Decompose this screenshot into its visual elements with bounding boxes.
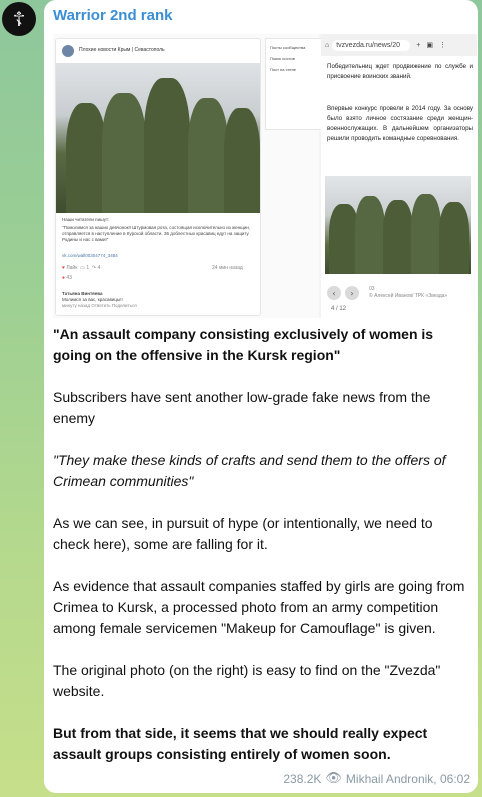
article-photo: [325, 176, 471, 274]
photo-counter: 4 / 12: [331, 306, 347, 312]
photo-index: 03: [369, 286, 375, 292]
post-photo: [56, 63, 260, 213]
next-arrow-icon: ›: [345, 286, 359, 300]
left-screenshot: [53, 34, 319, 318]
eye-icon: 👁: [325, 771, 342, 786]
channel-name[interactable]: Warrior 2nd rank: [53, 7, 173, 24]
post-caption-body: "Помолимся за наших девчонок!! Штурмовая рота, состоящая исключительно из женщин, отправляется в наступление в Курской области. 36 доблестных красавиц едут на защиту Родины и нас с вами!": [62, 225, 251, 242]
side-item: Пост на стене: [270, 67, 297, 72]
orthodox-cross-icon: ☦: [12, 7, 26, 31]
message-paragraph: Subscribers have sent another low-grade fake news from the enemy: [53, 389, 431, 426]
article-para-2: Впервые конкурс провели в 2014 году. За основу было взято личное состязание среди женщин-военнослужащих. В дальнейшем организаторы решили проводить командные соревнования.: [327, 105, 473, 142]
community-avatar: [62, 45, 74, 57]
message-paragraph: As evidence that assault companies staffed by girls are going from Crimea to Kursk, a processed photo from an army competition among female servicemen "Makeup for Camouflage" is given.: [53, 578, 465, 636]
message-paragraph: As we can see, in pursuit of hype (or intentionally, we need to check here), some are falling for it.: [53, 515, 433, 552]
photo-caption: [369, 286, 447, 300]
menu-icon: ⋮: [438, 42, 446, 49]
post-time: 24 мин назад: [212, 265, 243, 271]
view-count: 238.2K: [283, 771, 322, 786]
comment-text: Молимся за вас, красавицы!!: [62, 297, 123, 302]
message-paragraph: "An assault company consisting exclusively of women is going on the offensive in the Kursk region": [53, 326, 434, 363]
plus-icon: +: [416, 41, 421, 49]
message-bubble: [44, 0, 478, 793]
vk-post-card: [55, 38, 261, 316]
channel-avatar[interactable]: [2, 2, 36, 36]
prev-arrow-icon: ‹: [327, 286, 341, 300]
commenter-name: Татьяна Винтяева: [62, 291, 103, 296]
comment-count: 1: [86, 265, 90, 271]
post-reactions: [62, 265, 243, 281]
home-icon: ⌂: [325, 41, 330, 49]
tabs-icon: ▣: [426, 42, 433, 49]
likes-total: 43: [66, 275, 72, 281]
like-label: Лайк: [66, 265, 78, 271]
message-footer: [283, 771, 470, 786]
side-item: Поиск постов: [270, 56, 295, 61]
attached-image[interactable]: [53, 34, 477, 318]
message-paragraph: "They make these kinds of crafts and send them to the offers of Crimean communities": [53, 452, 446, 489]
side-item: Посты сообщества: [270, 45, 306, 50]
photo-credit: © Алексей Иванов/ ТРК «Звезда»: [369, 293, 448, 299]
post-link: vk.com/wall00304774_3484: [62, 253, 118, 258]
heart-icon: ♥: [62, 265, 65, 271]
right-screenshot: [321, 34, 477, 318]
author-time: Mikhail Andronik, 06:02: [345, 771, 470, 786]
share-icon: ↷: [91, 265, 97, 271]
share-count: 4: [97, 265, 101, 271]
message-paragraph: But from that side, it seems that we should really expect assault groups consisting entirely of women soon.: [53, 725, 428, 762]
likes-total-icon: ●: [62, 275, 66, 281]
comment-icon: ▭: [80, 265, 85, 271]
message-text: [53, 324, 471, 786]
post-caption-title: Наши читатели пишут:: [62, 217, 110, 222]
comment-meta: минуту назад Ответить Поделиться: [62, 303, 137, 308]
browser-url-bar: [321, 34, 477, 56]
community-name: Плохие новости Крым | Севастополь: [79, 47, 165, 53]
vk-sidebar: [265, 38, 323, 130]
article-para-1: Победительниц ждет продвижение по службе и присвоение воинских званий.: [327, 63, 473, 80]
message-paragraph: The original photo (on the right) is easy to find on the "Zvezda" website.: [53, 662, 441, 699]
post-comment: [62, 291, 137, 309]
url-text: tvzvezda.ru/news/20: [332, 40, 410, 51]
